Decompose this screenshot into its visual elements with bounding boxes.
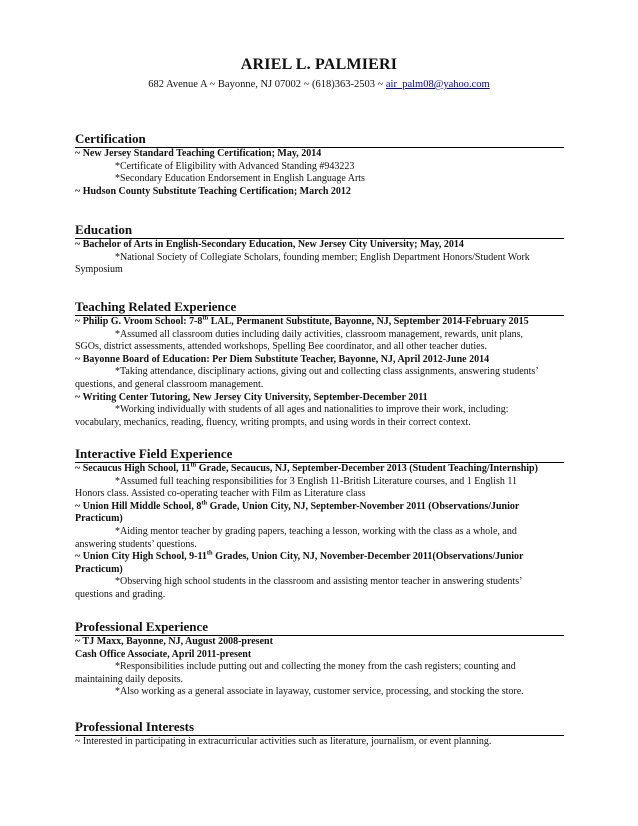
job-tj-maxx-desc-1: *Responsibilities include putting out and collecting the money from the cash registers; counting and	[115, 661, 516, 673]
field-union-hill	[75, 501, 564, 514]
job-bayonne-boe: ~ Bayonne Board of Education: Per Diem Substitute Teacher, Bayonne, NJ, April 2012-June 2014	[75, 353, 490, 365]
job-tj-maxx-desc-2: maintaining daily deposits.	[75, 673, 184, 685]
field-secaucus-part2: Grade, Secaucus, NJ, September-December 2013 (Student Teaching/Internship)	[196, 463, 538, 474]
interests-text: ~ Interested in participating in extracurricular activities such as literature, journalism, or event planning.	[75, 736, 492, 747]
cert-hudson-substitute: ~ Hudson County Substitute Teaching Certification; March 2012	[75, 185, 351, 197]
section-title: Education	[75, 222, 564, 239]
contact-line	[0, 79, 638, 90]
section-title: Professional Experience	[75, 619, 564, 636]
section-title: Interactive Field Experience	[75, 446, 564, 463]
job-writing-desc-2: vocabulary, mechanics, reading, fluency, writing prompts, and using words in their correct context.	[75, 416, 471, 428]
cert-nj-standard: ~ New Jersey Standard Teaching Certification; May, 2014	[75, 148, 322, 159]
job-writing-center: ~ Writing Center Tutoring, New Jersey City University, September-December 2011	[75, 391, 428, 403]
section-professional-experience	[75, 619, 564, 699]
field-union-city-part1: ~ Union City High School, 9-11	[75, 551, 207, 563]
job-vroom-part2: LAL, Permanent Substitute, Bayonne, NJ, September 2014-February 2015	[208, 316, 529, 327]
section-title: Professional Interests	[75, 719, 564, 736]
field-union-hill-desc-2: answering students’ questions.	[75, 538, 197, 550]
job-tj-maxx-role: Cash Office Associate, April 2011-present	[75, 648, 252, 660]
job-bayonne-desc-1: *Taking attendance, disciplinary actions, giving out and collecting class assignments, answering students’	[115, 366, 539, 378]
ordinal-suffix: th	[202, 314, 209, 322]
section-certification	[75, 131, 564, 198]
ordinal-suffix: th	[201, 499, 208, 507]
field-union-hill-desc-1: *Aiding mentor teacher by grading papers, teaching a lesson, working with the class as a whole, and	[115, 525, 517, 537]
cert-endorsement: *Secondary Education Endorsement in English Language Arts	[115, 173, 365, 185]
job-bayonne-desc-2: questions, and general classroom management.	[75, 378, 264, 390]
degree: ~ Bachelor of Arts in English-Secondary Education, New Jersey City University; May, 2014	[75, 239, 464, 250]
field-union-hill-part1: ~ Union Hill Middle School, 8	[75, 500, 202, 512]
email-link[interactable]: air_palm08@yahoo.com	[385, 79, 490, 90]
field-secaucus-desc-2: Honors class. Assisted co-operating teacher with Film as Literature class	[75, 488, 366, 500]
section-teaching-experience	[75, 299, 564, 429]
field-union-city-high	[75, 551, 564, 564]
job-vroom-desc-1: *Assumed all classroom duties including daily activities, classroom management, rewards, unit plans,	[115, 328, 523, 340]
job-vroom-part1: ~ Philip G. Vroom School: 7-8	[75, 316, 203, 327]
field-union-city-part2: Grades, Union City, NJ, November-December 2011(Observations/Junior	[212, 551, 524, 563]
job-tj-maxx: ~ TJ Maxx, Bayonne, NJ, August 2008-present	[75, 636, 273, 647]
honors-continued: Symposium	[75, 264, 123, 276]
ordinal-suffix: th	[206, 549, 213, 557]
honors: *National Society of Collegiate Scholars, founding member; English Department Honors/Student Work	[115, 251, 530, 263]
ordinal-suffix: th	[190, 461, 197, 469]
field-union-hill-practicum: Practicum)	[75, 513, 123, 525]
job-writing-desc-1: *Working individually with students of all ages and nationalities to improve their work, including:	[115, 404, 509, 416]
field-secaucus	[75, 463, 564, 476]
section-professional-interests	[75, 719, 564, 749]
field-union-city-desc-2: questions and grading.	[75, 588, 166, 600]
job-vroom	[75, 316, 564, 329]
field-secaucus-desc-1: *Assumed full teaching responsibilities for 3 English 11-British Literature courses, and 1 English 11	[115, 475, 517, 487]
section-field-experience	[75, 446, 564, 602]
section-education	[75, 222, 564, 277]
field-union-hill-part2: Grade, Union City, NJ, September-November 2011 (Observations/Junior	[207, 500, 520, 512]
field-secaucus-part1: ~ Secaucus High School, 11	[75, 463, 191, 474]
field-union-city-desc-1: *Observing high school students in the classroom and assisting mentor teacher in answering students’	[115, 576, 523, 588]
job-vroom-desc-2: SGOs, district assessments, attended workshops, Spelling Bee coordinator, and all other teacher duties.	[75, 341, 488, 353]
job-tj-maxx-desc-3: *Also working as a general associate in layaway, customer service, processing, and stocking the store.	[115, 686, 524, 698]
section-title: Certification	[75, 131, 564, 148]
field-union-city-practicum: Practicum)	[75, 563, 123, 575]
address-phone: 682 Avenue A ~ Bayonne, NJ 07002 ~ (618)363-2503 ~	[148, 79, 384, 90]
resume-name: ARIEL L. PALMIERI	[240, 56, 398, 73]
cert-eligibility: *Certificate of Eligibility with Advanced Standing #943223	[115, 160, 355, 172]
section-title: Teaching Related Experience	[75, 299, 564, 316]
